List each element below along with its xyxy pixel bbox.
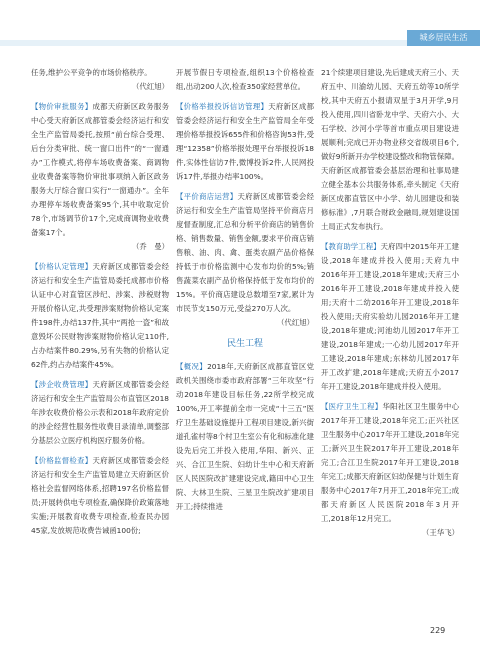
article-paragraph <box>176 66 314 94</box>
paragraph-tag: 【概况】 <box>176 362 208 371</box>
paragraph-text: 2018年,天府新区成都直管区党政机关围绕市委市政府部署“三年攻坚”行动2018年建设目标任务,22所学校完成100%,开工率提前全市一完成“十三五”医疗卫生基础设施提升工程项目建设,新兴街道孔雀村等8个村卫生室公有化和标准化建设先后完工并投入使用,华阳、新兴、正兴、合江卫生院、妇幼计生中心和天府新区人民医院改扩建建设完成,籍田中心卫生院、大林卫生院、三星卫生院改扩建项目开工;持续推进 <box>176 362 314 511</box>
article-paragraph <box>31 454 169 538</box>
paragraph-tag: 【价格认定管理】 <box>31 262 93 271</box>
article-paragraph <box>321 240 459 394</box>
paragraph-author: （代红旭） <box>132 82 169 91</box>
page-header <box>0 0 480 52</box>
paragraph-author: （王华飞） <box>422 528 459 537</box>
article-paragraph <box>31 66 169 94</box>
article-paragraph <box>176 190 314 330</box>
paragraph-tag: 【价格举报投诉信访管理】 <box>176 102 269 111</box>
article-paragraph <box>321 66 459 234</box>
paragraph-text: 天府新区成都管委会经济运行和安全生产监管局坚持平价商店月度督查制度,汇总和分析平价商店的销售价格、销售数量、销售金额,要求平价商店销售粮、油、肉、禽、蛋类农副产品价格保持低于市价格监测中心发布均价的5%;销售蔬菜农副产品价格保持低于发布均价的15%。平价商店建设总数增至7家,累计为市民节支150万元,受益270万人次。 <box>176 192 314 313</box>
paragraph-tag: 【物价审批服务】 <box>31 102 93 111</box>
paragraph-author: （乔 曼） <box>132 242 169 251</box>
article-paragraph <box>176 100 314 184</box>
paragraph-text: 开展节假日专项检查,组织13个价格检查组,出动200人次,检查350家经营单位。 <box>176 68 314 91</box>
paragraph-tag: 【涉企收费管理】 <box>31 380 93 389</box>
paragraph-text: 天府新区成都管委会经济运行和安全生产监管局全年受理价格举报投诉655件和价格咨询53件,受理“12358”价格举报处理平台举报投诉18件,实体性信访7件,微博投诉2件,人民网投诉17件,举报办结率100%。 <box>176 102 314 181</box>
paragraph-text: 成都天府新区政务服务中心受天府新区成都管委会经济运行和安全生产监管局委托,按照“前台综合受理、后台分类审批、统一窗口出件”的“一窗通办”工作模式,将停车场收费备案、商调物业收费备案等物价审批事项纳入新区政务服务大厅综合窗口实行“一窗通办”。全年办理停车场收费备案95个,其中收取定价78个,市场调节价17个,完成商调物业收费备案17个。 <box>31 102 169 237</box>
paragraph-text: 任务,维护公平竞争的市场价格秩序。 <box>31 68 152 77</box>
paragraph-text: 天府新区成都管委会经济运行和安全生产监管局公布直管区2018年涉农收费价格公示表和2018年政府定价的涉企经营性服务性收费目录清单,调整部分基层公立医疗机构医疗服务价格。 <box>31 380 169 445</box>
column-3 <box>321 66 459 546</box>
paragraph-text: 21个续建项目建设,先后建成天府三小、天府五中、川渝幼儿园、天府五幼等10所学校,其中天府五小报请双星于3月开学,9月投入使用,四川省卧龙中学、天府六小、大石学校、沙河小学等首市重点项目建设进展顺利;完成已开办物业移交省级项目6个,做好9所新开办学校建设整改和物管保障。天府新区成都管委会基层治理和社事局建立健全基本公共服务体系,牵头制定《天府新区成都直管区中小学、幼儿园建设和装修标准》,7月联合财政金融局,规划建设国土局正式发布执行。 <box>321 68 459 231</box>
article-paragraph <box>176 360 314 514</box>
column-1 <box>31 66 169 544</box>
paragraph-text: 天府四中2015年开工建设,2018年建成并投入使用;天府九中2016年开工建设,2018年建成;天府三小2016年开工建设,2018年建成并投入使用;天府十二幼2016年开工建设,2018年投入使用;天府实验幼儿园2016年开工建设,2018年建成;河池幼儿园2017年开工建设,2018年建成;一心幼儿园2017年开工建设,2018年建成;东林幼儿园2017年开工改扩建,2018年建成;天府五小2017年开工建设,2018年建成并投入使用。 <box>321 242 459 391</box>
column-2 <box>176 66 314 520</box>
paragraph-tag: 【教育助学工程】 <box>321 242 381 251</box>
paragraph-text: 华阳社区卫生服务中心2017年开工建设,2018年完工;正兴社区卫生服务中心2017年开工建设,2018年完工;新兴卫生院2017年开工建设,2018年完工;合江卫生院2017年开工建设,2018年完工;成都天府新区妇幼保健与计划生育服务中心2017年7月开工,2018年完工;成都天府新区人民医院2018年3月开工,2018年12月完工。 <box>321 402 459 523</box>
section-title: 民生工程 <box>226 339 263 349</box>
paragraph-tag: 【价格监督检查】 <box>31 456 93 465</box>
header-rule <box>0 40 407 46</box>
section-tab: 城乡居民生活 <box>407 30 480 46</box>
article-paragraph <box>31 100 169 254</box>
paragraph-text: 天府新区成都管委会经济运行和安全生产监管局建立天府新区价格社会监督网络体系,招聘197名价格监督员;开展转供电专项检查,确保降价政策落地实施;开展教育收费专项检查,检查民办园45家,发放规范收费告诫函100份; <box>31 456 169 535</box>
article-paragraph <box>31 378 169 448</box>
paragraph-tag: 【平价商店运营】 <box>176 192 238 201</box>
paragraph-text: 天府新区成都管委会经济运行和安全生产监管局委托成都市价格认证中心对直管区涉纪、涉案、涉税财物开展价格认定,共受理涉案财物价格认定案件198件,办结137件,其中“两抢一盗”和故意毁坏公民财物涉案财物价格认定110件,占办结案件80.29%,另有失物的价格认定62件,约占办结案件45%。 <box>31 262 169 369</box>
paragraph-author: （代红旭） <box>277 318 314 327</box>
article-paragraph <box>31 260 169 372</box>
paragraph-tag: 【医疗卫生工程】 <box>321 402 383 411</box>
article-paragraph <box>321 400 459 540</box>
page-number: 229 <box>430 626 446 635</box>
